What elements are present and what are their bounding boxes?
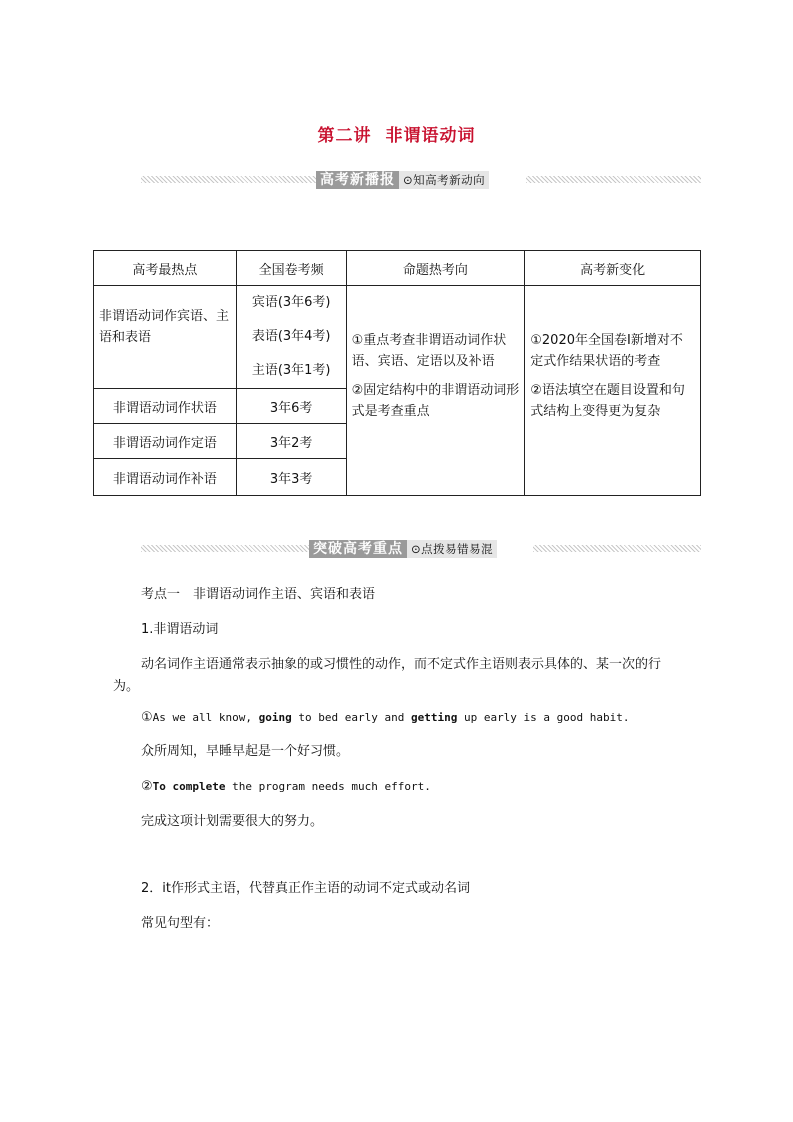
section-banner-focus	[141, 540, 701, 558]
exam-info-table	[93, 250, 701, 496]
banner-main-label: 高考新播报	[316, 171, 399, 189]
banner-sub-label: ⊙知高考新动向	[399, 171, 489, 189]
topic-cell: 非谓语动词作定语	[94, 424, 237, 459]
example-sentence: ②To complete the program needs much effort.	[141, 779, 431, 794]
change-cell: ①2020年全国卷Ⅰ新增对不定式作结果状语的考查 ②语法填空在题目设置和句式结构上变得更为复杂	[525, 286, 701, 496]
paragraph: 动名词作主语通常表示抽象的或习惯性的动作，而不定式作主语则表示具体的、某一次的行为。	[113, 657, 662, 694]
topic-cell: 非谓语动词作宾语、主语和表语	[94, 286, 237, 389]
paragraph: 常见句型有：	[141, 916, 220, 931]
section-heading: 1.非谓语动词	[141, 622, 219, 637]
direction-cell: ①重点考查非谓语动词作状语、宾语、定语以及补语 ②固定结构中的非谓语动词形式是考查重点	[346, 286, 525, 496]
freq-cell: 3年6考	[236, 389, 346, 424]
page-title: 第二讲 非谓语动词	[317, 126, 476, 146]
banner-main-label: 突破高考重点	[309, 540, 407, 558]
header-cell: 高考新变化	[525, 251, 701, 286]
freq-cell: 宾语(3年6考) 表语(3年4考) 主语(3年1考)	[236, 286, 346, 389]
freq-cell: 3年2考	[236, 424, 346, 459]
topic-cell: 非谓语动词作补语	[94, 459, 237, 496]
table-header-row	[94, 251, 701, 286]
table-row	[94, 286, 701, 389]
example-translation: 众所周知，早睡早起是一个好习惯。	[141, 744, 350, 759]
header-cell: 高考最热点	[94, 251, 237, 286]
example-sentence: ①As we all know, going to bed early and getting up early is a good habit.	[141, 710, 630, 725]
header-cell: 命题热考向	[346, 251, 525, 286]
example-translation: 完成这项计划需要很大的努力。	[141, 814, 324, 829]
section-heading: 2．it作形式主语，代替真正作主语的动词不定式或动名词	[141, 881, 470, 896]
point-heading: 考点一 非谓语动词作主语、宾语和表语	[141, 587, 376, 602]
topic-cell: 非谓语动词作状语	[94, 389, 237, 424]
header-cell: 全国卷考频	[236, 251, 346, 286]
section-banner-news	[141, 171, 701, 189]
banner-sub-label: ⊙点拨易错易混	[407, 540, 497, 558]
freq-cell: 3年3考	[236, 459, 346, 496]
